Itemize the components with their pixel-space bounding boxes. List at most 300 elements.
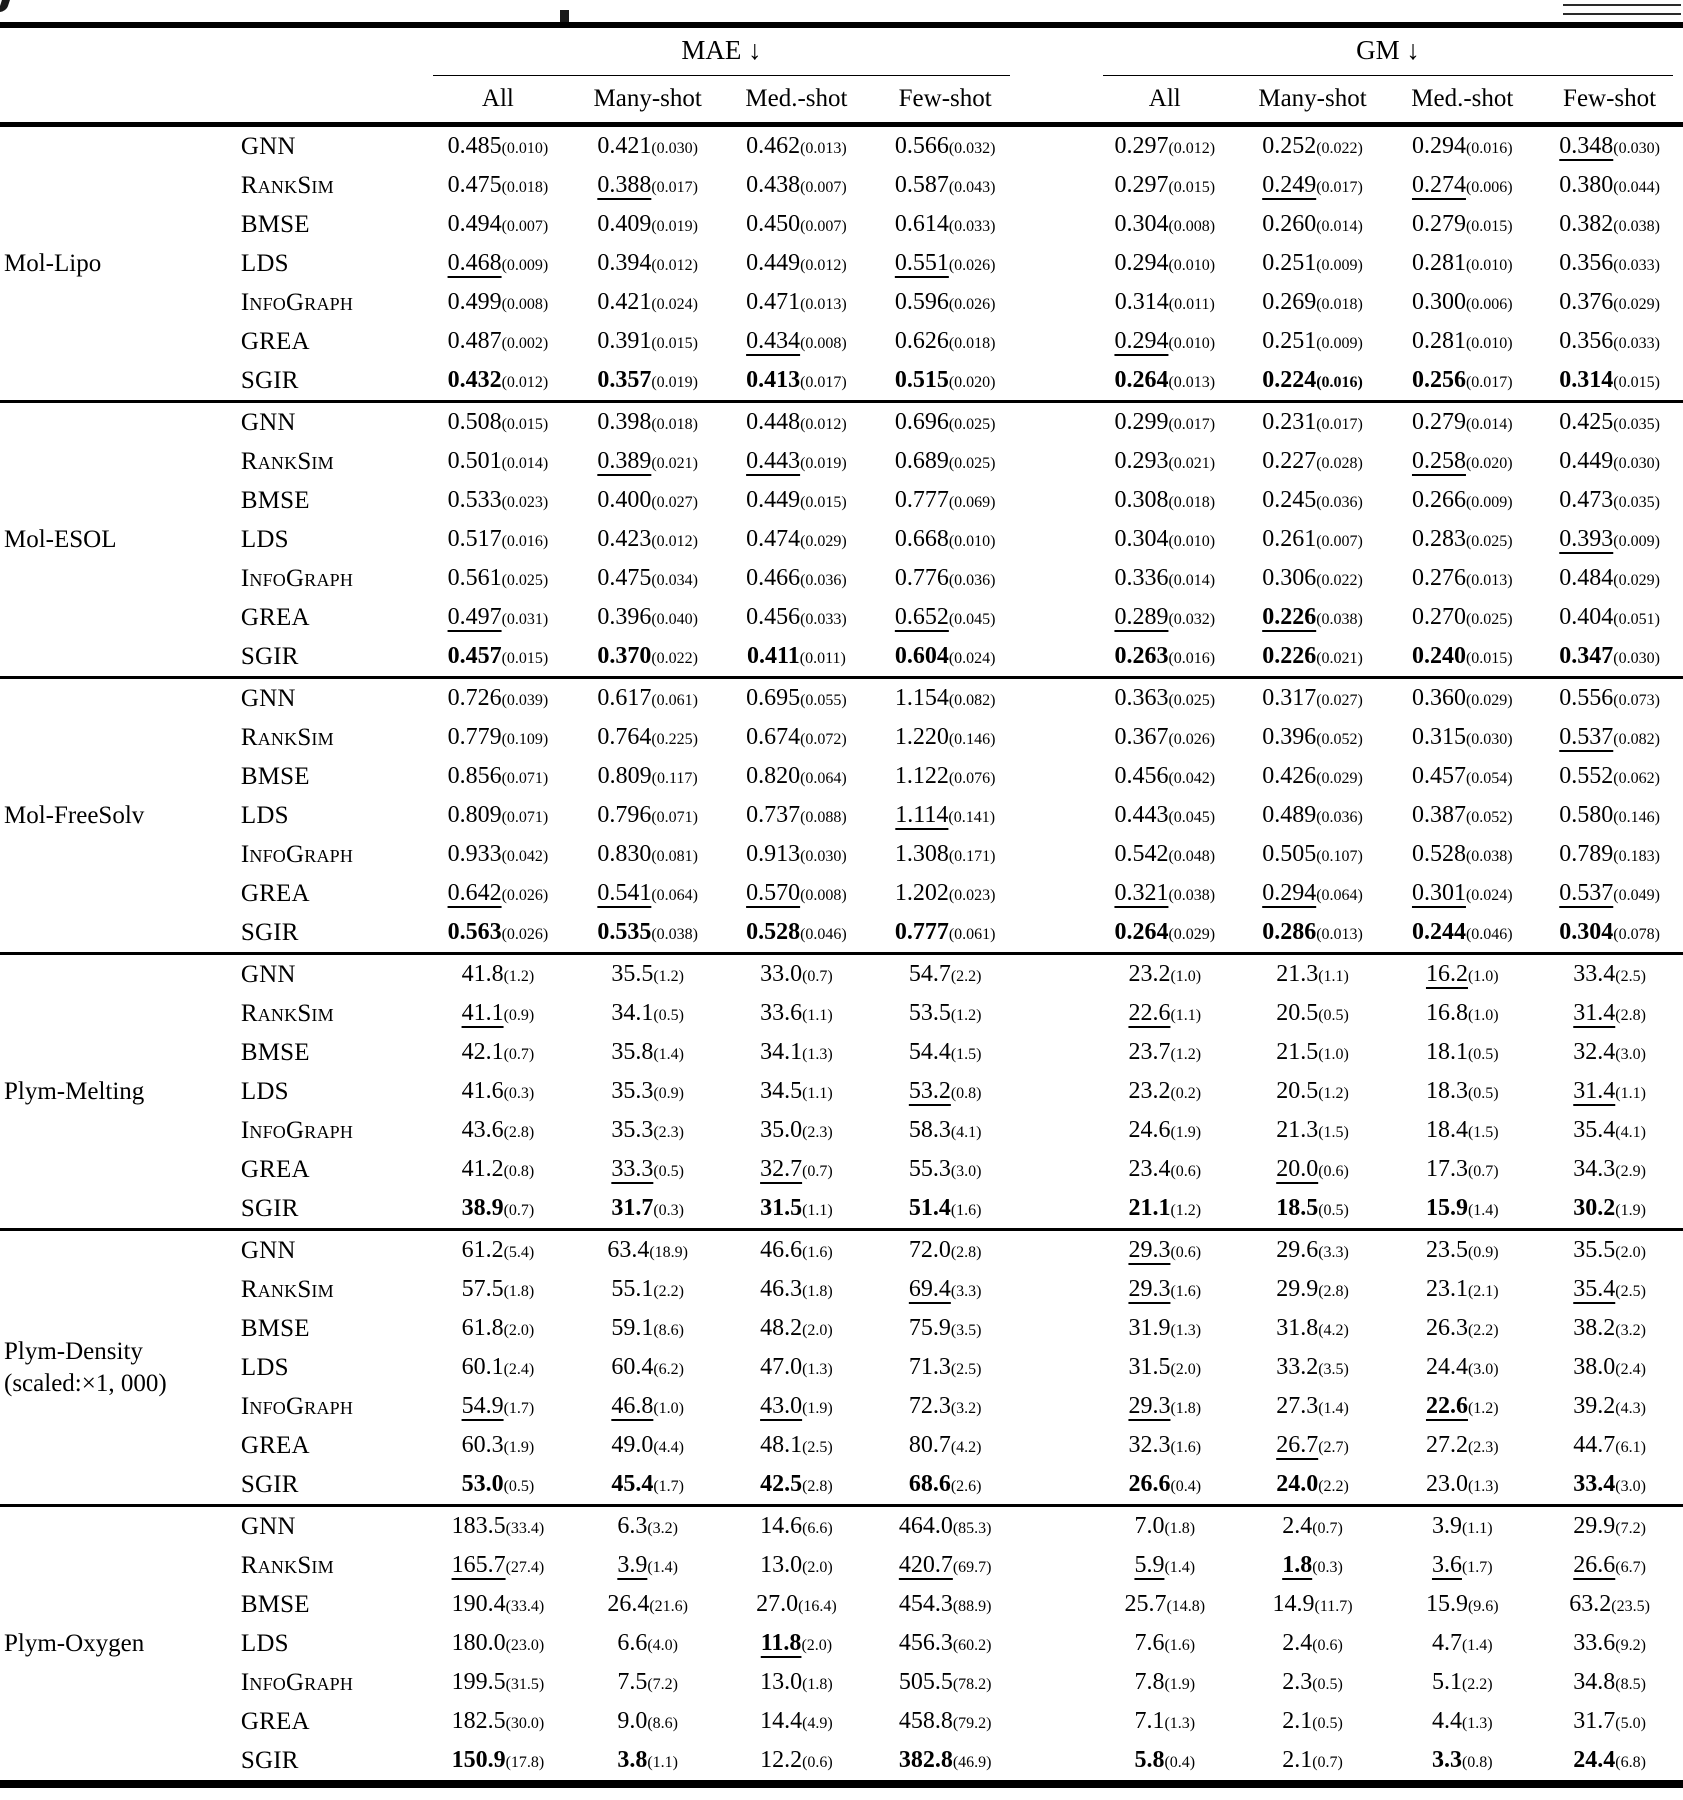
metric-value: 0.449: [746, 487, 801, 513]
std-dev-value: (0.076): [948, 770, 996, 787]
metric-value: 80.7: [908, 1432, 951, 1458]
mae-value-cell: [573, 796, 723, 835]
mae-value-cell: [573, 166, 723, 205]
metric-value: 1.122: [894, 763, 949, 789]
gm-value-cell: [1237, 283, 1389, 322]
std-dev-value: (0.5): [1312, 1715, 1343, 1732]
mae-value-cell: [573, 481, 723, 520]
metric-value: 12.2: [760, 1747, 803, 1773]
metric-value: 18.3: [1425, 1078, 1468, 1104]
metric-value: 0.696: [894, 409, 949, 435]
mae-value-cell: [573, 718, 723, 757]
method-label: BMSE: [240, 762, 310, 790]
metric-value: 0.299: [1114, 409, 1169, 435]
table-row: [0, 913, 1683, 954]
metric-value: 0.413: [746, 367, 801, 393]
mae-value-cell: [423, 1111, 573, 1150]
std-dev-value: (0.026): [948, 257, 996, 274]
metric-value: 182.5: [451, 1708, 506, 1734]
std-dev-value: (7.2): [647, 1676, 678, 1693]
metric-value: 0.580: [1559, 802, 1614, 828]
metric-value: 0.281: [1411, 328, 1466, 354]
metric-value: 35.4: [1573, 1276, 1616, 1302]
metric-value: 38.9: [461, 1195, 504, 1221]
mae-value-cell: [573, 835, 723, 874]
metric-value: 33.6: [760, 1000, 803, 1026]
mae-value-cell: [573, 1546, 723, 1585]
std-dev-value: (0.030): [1613, 455, 1660, 472]
metric-value: 26.6: [1128, 1471, 1171, 1497]
metric-value: 53.0: [461, 1471, 504, 1497]
metric-value: 14.6: [760, 1513, 803, 1539]
std-dev-value: (1.3): [1170, 1322, 1202, 1339]
gm-value-cell: [1536, 637, 1683, 678]
column-gap: [1020, 1426, 1093, 1465]
column-gap: [1020, 1546, 1093, 1585]
gm-value-cell: [1388, 1309, 1536, 1348]
metric-value: 31.4: [1573, 1078, 1616, 1104]
std-dev-value: (0.012): [651, 257, 698, 274]
std-dev-value: (0.013): [800, 296, 847, 313]
metric-value: 32.4: [1573, 1039, 1616, 1065]
header-gap: [1020, 25, 1093, 76]
metric-value: 49.0: [611, 1432, 654, 1458]
metric-value: 0.289: [1114, 604, 1169, 630]
std-dev-value: (78.2): [952, 1676, 992, 1693]
method-label: GREA: [240, 1431, 310, 1459]
gm-value-cell: [1237, 1741, 1389, 1784]
mae-value-cell: [870, 283, 1020, 322]
metric-value: 464.0: [898, 1513, 953, 1539]
gm-value-cell: [1093, 678, 1237, 719]
gm-value-cell: [1237, 322, 1389, 361]
metric-value: 0.695: [746, 685, 801, 711]
std-dev-value: (0.023): [948, 887, 996, 904]
metric-value: 25.7: [1124, 1591, 1167, 1617]
std-dev-value: (1.5): [1318, 1124, 1349, 1141]
mae-value-cell: [573, 1033, 723, 1072]
metric-value: 5.9: [1134, 1552, 1165, 1578]
metric-value: 0.475: [597, 565, 652, 591]
metric-value: 14.4: [760, 1708, 803, 1734]
metric-value: 183.5: [451, 1513, 506, 1539]
metric-value: 0.294: [1114, 250, 1169, 276]
mae-value-cell: [573, 1348, 723, 1387]
std-dev-value: (0.018): [1168, 494, 1216, 511]
std-dev-value: (8.6): [647, 1715, 678, 1732]
mae-value-cell: [573, 402, 723, 443]
gm-value-cell: [1237, 678, 1389, 719]
std-dev-value: (2.9): [1615, 1163, 1646, 1180]
std-dev-value: (0.042): [1168, 770, 1216, 787]
std-dev-value: (0.036): [1316, 494, 1363, 511]
metric-value: 0.382: [1559, 211, 1614, 237]
std-dev-value: (0.061): [948, 926, 996, 943]
std-dev-value: (0.033): [948, 218, 996, 235]
std-dev-value: (0.082): [1613, 731, 1660, 748]
metric-value: 35.3: [611, 1078, 654, 1104]
metric-value: 456.3: [898, 1630, 953, 1656]
std-dev-value: (2.1): [1467, 1283, 1499, 1300]
mae-value-cell: [870, 442, 1020, 481]
std-dev-value: (1.0): [653, 1400, 684, 1417]
std-dev-value: (2.3): [802, 1124, 833, 1141]
std-dev-value: (1.3): [1461, 1715, 1493, 1732]
std-dev-value: (0.6): [1170, 1163, 1202, 1180]
metric-value: 0.501: [447, 448, 502, 474]
std-dev-value: (0.030): [1465, 731, 1513, 748]
method-label: SGIR: [240, 1470, 299, 1498]
std-dev-value: (3.5): [1318, 1361, 1349, 1378]
metric-value: 0.317: [1262, 685, 1317, 711]
std-dev-value: (1.8): [1164, 1520, 1196, 1537]
gm-value-cell: [1388, 1465, 1536, 1506]
metric-value: 54.7: [908, 961, 951, 987]
std-dev-value: (0.4): [1164, 1754, 1196, 1771]
metric-value: 33.4: [1573, 1471, 1616, 1497]
std-dev-value: (0.049): [1613, 887, 1660, 904]
std-dev-value: (1.3): [802, 1361, 833, 1378]
std-dev-value: (3.0): [950, 1163, 982, 1180]
std-dev-value: (0.8): [1461, 1754, 1493, 1771]
gm-value-cell: [1093, 994, 1237, 1033]
std-dev-value: (1.1): [802, 1202, 833, 1219]
metric-value: 7.1: [1134, 1708, 1165, 1734]
gm-value-cell: [1388, 1111, 1536, 1150]
std-dev-value: (0.146): [948, 731, 996, 748]
metric-value: 35.3: [611, 1117, 654, 1143]
metric-value: 60.1: [461, 1354, 504, 1380]
metric-value: 0.456: [1114, 763, 1169, 789]
results-table: [0, 22, 1683, 1788]
std-dev-value: (0.7): [1312, 1754, 1343, 1771]
std-dev-value: (1.3): [802, 1046, 833, 1063]
std-dev-value: (0.7): [503, 1046, 535, 1063]
column-gap: [1020, 913, 1093, 954]
mae-value-cell: [723, 1585, 871, 1624]
metric-value: 0.809: [447, 802, 502, 828]
metric-value: 458.8: [898, 1708, 953, 1734]
column-gap: [1020, 954, 1093, 995]
std-dev-value: (0.6): [1318, 1163, 1349, 1180]
std-dev-value: (0.015): [651, 335, 698, 352]
column-header-mae-med: Med.-shot: [723, 76, 871, 125]
std-dev-value: (0.026): [1168, 731, 1216, 748]
column-gap: [1020, 1033, 1093, 1072]
mae-value-cell: [870, 1111, 1020, 1150]
metric-value: 55.1: [611, 1276, 654, 1302]
metric-value: 0.438: [746, 172, 801, 198]
gm-value-cell: [1388, 559, 1536, 598]
metric-value: 0.294: [1262, 880, 1317, 906]
mae-value-cell: [870, 1506, 1020, 1547]
mae-value-cell: [870, 1189, 1020, 1230]
mae-value-cell: [573, 244, 723, 283]
gm-value-cell: [1388, 954, 1536, 995]
std-dev-value: (14.8): [1166, 1598, 1206, 1615]
std-dev-value: (0.022): [1316, 572, 1363, 589]
mae-value-cell: [573, 520, 723, 559]
mae-value-cell: [573, 1150, 723, 1189]
metric-value: 0.604: [894, 643, 949, 669]
column-gap: [1020, 1348, 1093, 1387]
method-label: SGIR: [240, 642, 299, 670]
gm-value-cell: [1237, 559, 1389, 598]
gm-value-cell: [1388, 1624, 1536, 1663]
metric-value: 7.8: [1134, 1669, 1165, 1695]
std-dev-value: (0.054): [1465, 770, 1513, 787]
std-dev-value: (0.071): [651, 809, 698, 826]
std-dev-value: (1.7): [653, 1478, 684, 1495]
std-dev-value: (0.015): [501, 650, 549, 667]
std-dev-value: (1.0): [1170, 968, 1202, 985]
std-dev-value: (6.2): [653, 1361, 684, 1378]
metric-value: 53.5: [908, 1000, 951, 1026]
std-dev-value: (2.2): [653, 1283, 684, 1300]
std-dev-value: (0.038): [1613, 218, 1660, 235]
column-gap: [1020, 361, 1093, 402]
gm-value-cell: [1536, 835, 1683, 874]
std-dev-value: (2.6): [950, 1478, 982, 1495]
gm-value-cell: [1237, 481, 1389, 520]
std-dev-value: (0.071): [501, 809, 549, 826]
metric-value: 48.2: [760, 1315, 803, 1341]
mae-value-cell: [870, 913, 1020, 954]
metric-value: 0.227: [1262, 448, 1317, 474]
mae-value-cell: [870, 1663, 1020, 1702]
mae-value-cell: [870, 1426, 1020, 1465]
metric-value: 0.537: [1559, 880, 1614, 906]
std-dev-value: (5.0): [1615, 1715, 1646, 1732]
std-dev-value: (1.4): [1164, 1559, 1196, 1576]
gm-value-cell: [1536, 1111, 1683, 1150]
metric-value: 15.9: [1425, 1195, 1468, 1221]
std-dev-value: (0.036): [800, 572, 847, 589]
metric-value: 51.4: [908, 1195, 951, 1221]
gm-value-cell: [1093, 1387, 1237, 1426]
std-dev-value: (0.5): [1467, 1046, 1499, 1063]
std-dev-value: (0.016): [1316, 374, 1363, 391]
gm-value-cell: [1237, 1585, 1389, 1624]
mae-value-cell: [573, 125, 723, 167]
method-label: GREA: [240, 1707, 310, 1735]
metric-value: 0.297: [1114, 133, 1169, 159]
mae-value-cell: [723, 1426, 871, 1465]
std-dev-value: (2.2): [1318, 1478, 1349, 1495]
std-dev-value: (0.015): [800, 494, 847, 511]
mae-value-cell: [423, 874, 573, 913]
gm-value-cell: [1388, 125, 1536, 167]
table-row: [0, 1348, 1683, 1387]
gm-value-cell: [1388, 994, 1536, 1033]
std-dev-value: (1.1): [802, 1085, 833, 1102]
mae-value-cell: [573, 757, 723, 796]
std-dev-value: (4.2): [1318, 1322, 1349, 1339]
std-dev-value: (0.062): [1613, 770, 1660, 787]
metric-value: 22.6: [1128, 1000, 1171, 1026]
method-label: RankSim: [240, 447, 334, 475]
metric-value: 0.315: [1411, 724, 1466, 750]
mae-value-cell: [870, 322, 1020, 361]
metric-value: 54.9: [461, 1393, 504, 1419]
gm-value-cell: [1536, 1585, 1683, 1624]
std-dev-value: (1.7): [503, 1400, 535, 1417]
table-row: [0, 1387, 1683, 1426]
column-gap: [1020, 1506, 1093, 1547]
std-dev-value: (0.3): [653, 1202, 684, 1219]
mae-value-cell: [870, 1624, 1020, 1663]
std-dev-value: (2.2): [1461, 1676, 1493, 1693]
table-row: [0, 1624, 1683, 1663]
mae-value-cell: [723, 361, 871, 402]
std-dev-value: (1.3): [1164, 1715, 1196, 1732]
mae-value-cell: [573, 637, 723, 678]
gm-value-cell: [1388, 402, 1536, 443]
mae-value-cell: [870, 1033, 1020, 1072]
gm-value-cell: [1093, 402, 1237, 443]
gm-value-cell: [1388, 1033, 1536, 1072]
std-dev-value: (1.0): [1318, 1046, 1349, 1063]
metric-value: 23.5: [1425, 1237, 1468, 1263]
std-dev-value: (0.022): [1316, 140, 1363, 157]
metric-value: 29.3: [1128, 1276, 1171, 1302]
std-dev-value: (0.009): [501, 257, 549, 274]
std-dev-value: (0.009): [1465, 494, 1513, 511]
std-dev-value: (0.010): [948, 533, 996, 550]
column-gap: [1020, 205, 1093, 244]
column-gap: [1020, 994, 1093, 1033]
std-dev-value: (1.8): [802, 1283, 833, 1300]
method-label: RankSim: [240, 1551, 334, 1579]
metric-value: 0.249: [1262, 172, 1317, 198]
std-dev-value: (1.6): [802, 1244, 833, 1261]
gm-value-cell: [1237, 1663, 1389, 1702]
column-gap: [1020, 1465, 1093, 1506]
metric-value: 0.505: [1262, 841, 1317, 867]
std-dev-value: (8.5): [1615, 1676, 1646, 1693]
column-header-gm-all: All: [1093, 76, 1237, 125]
metric-value: 0.434: [746, 328, 801, 354]
mae-value-cell: [423, 1150, 573, 1189]
gm-value-cell: [1388, 1150, 1536, 1189]
mae-value-cell: [723, 1072, 871, 1111]
std-dev-value: (0.017): [1168, 416, 1216, 433]
gm-value-cell: [1237, 1309, 1389, 1348]
std-dev-value: (0.038): [651, 926, 698, 943]
std-dev-value: (0.033): [800, 611, 847, 628]
gm-value-cell: [1536, 166, 1683, 205]
std-dev-value: (2.0): [1170, 1361, 1202, 1378]
gm-value-cell: [1536, 1387, 1683, 1426]
std-dev-value: (0.013): [1168, 374, 1216, 391]
metric-value: 33.2: [1276, 1354, 1319, 1380]
std-dev-value: (6.7): [1615, 1559, 1646, 1576]
mae-value-cell: [573, 1387, 723, 1426]
mae-value-cell: [423, 1426, 573, 1465]
std-dev-value: (3.2): [1615, 1322, 1646, 1339]
gm-value-cell: [1093, 1702, 1237, 1741]
gm-value-cell: [1237, 796, 1389, 835]
metric-value: 0.809: [597, 763, 652, 789]
metric-value: 0.456: [746, 604, 801, 630]
method-label: InfoGraph: [240, 1116, 354, 1144]
column-gap: [1020, 1072, 1093, 1111]
gm-value-cell: [1388, 361, 1536, 402]
metric-value: 0.450: [746, 211, 801, 237]
mae-value-cell: [423, 205, 573, 244]
gm-value-cell: [1388, 1585, 1536, 1624]
gm-value-cell: [1388, 835, 1536, 874]
method-label: RankSim: [240, 1275, 334, 1303]
mae-value-cell: [723, 1741, 871, 1784]
column-gap: [1020, 598, 1093, 637]
std-dev-value: (1.9): [1615, 1202, 1646, 1219]
std-dev-value: (1.6): [950, 1202, 982, 1219]
std-dev-value: (1.2): [1318, 1085, 1349, 1102]
gm-value-cell: [1237, 1072, 1389, 1111]
dataset-label: Plym-Density (scaled:×1, 000): [0, 1230, 241, 1506]
std-dev-value: (0.036): [948, 572, 996, 589]
metric-value: 9.0: [617, 1708, 648, 1734]
mae-value-cell: [423, 559, 573, 598]
mae-value-cell: [573, 1072, 723, 1111]
metric-value: 0.668: [894, 526, 949, 552]
gm-value-cell: [1388, 796, 1536, 835]
metric-value: 0.779: [447, 724, 502, 750]
metric-value: 0.471: [746, 289, 801, 315]
metric-value: 41.1: [461, 1000, 504, 1026]
std-dev-value: (0.038): [1316, 611, 1363, 628]
mae-value-cell: [870, 954, 1020, 995]
gm-value-cell: [1093, 1189, 1237, 1230]
std-dev-value: (2.7): [1318, 1439, 1349, 1456]
gm-value-cell: [1093, 598, 1237, 637]
gm-value-cell: [1093, 166, 1237, 205]
std-dev-value: (0.052): [1465, 809, 1513, 826]
metric-value: 26.6: [1573, 1552, 1616, 1578]
metric-value: 0.387: [1411, 802, 1466, 828]
mae-value-cell: [423, 1270, 573, 1309]
std-dev-value: (0.025): [501, 572, 549, 589]
gm-value-cell: [1536, 1624, 1683, 1663]
metric-value: 29.3: [1128, 1237, 1171, 1263]
std-dev-value: (46.9): [952, 1754, 992, 1771]
metric-value: 0.396: [597, 604, 652, 630]
mae-value-cell: [423, 361, 573, 402]
metric-value: 0.764: [597, 724, 652, 750]
gm-value-cell: [1536, 402, 1683, 443]
metric-value: 0.541: [597, 880, 652, 906]
gm-value-cell: [1093, 481, 1237, 520]
metric-value: 34.1: [611, 1000, 654, 1026]
std-dev-value: (8.6): [653, 1322, 684, 1339]
metric-value: 0.528: [1411, 841, 1466, 867]
metric-value: 0.270: [1411, 604, 1466, 630]
mae-value-cell: [573, 954, 723, 995]
metric-value: 0.556: [1559, 685, 1614, 711]
metric-header-row: [0, 25, 1683, 76]
method-label: BMSE: [240, 210, 310, 238]
std-dev-value: (0.7): [1467, 1163, 1499, 1180]
std-dev-value: (0.6): [802, 1754, 833, 1771]
std-dev-value: (0.017): [800, 374, 847, 391]
column-gap: [1020, 125, 1093, 167]
metric-value: 3.8: [617, 1747, 648, 1773]
mae-value-cell: [723, 1189, 871, 1230]
std-dev-value: (0.013): [1465, 572, 1513, 589]
mae-value-cell: [723, 1506, 871, 1547]
std-dev-value: (0.007): [800, 179, 847, 196]
